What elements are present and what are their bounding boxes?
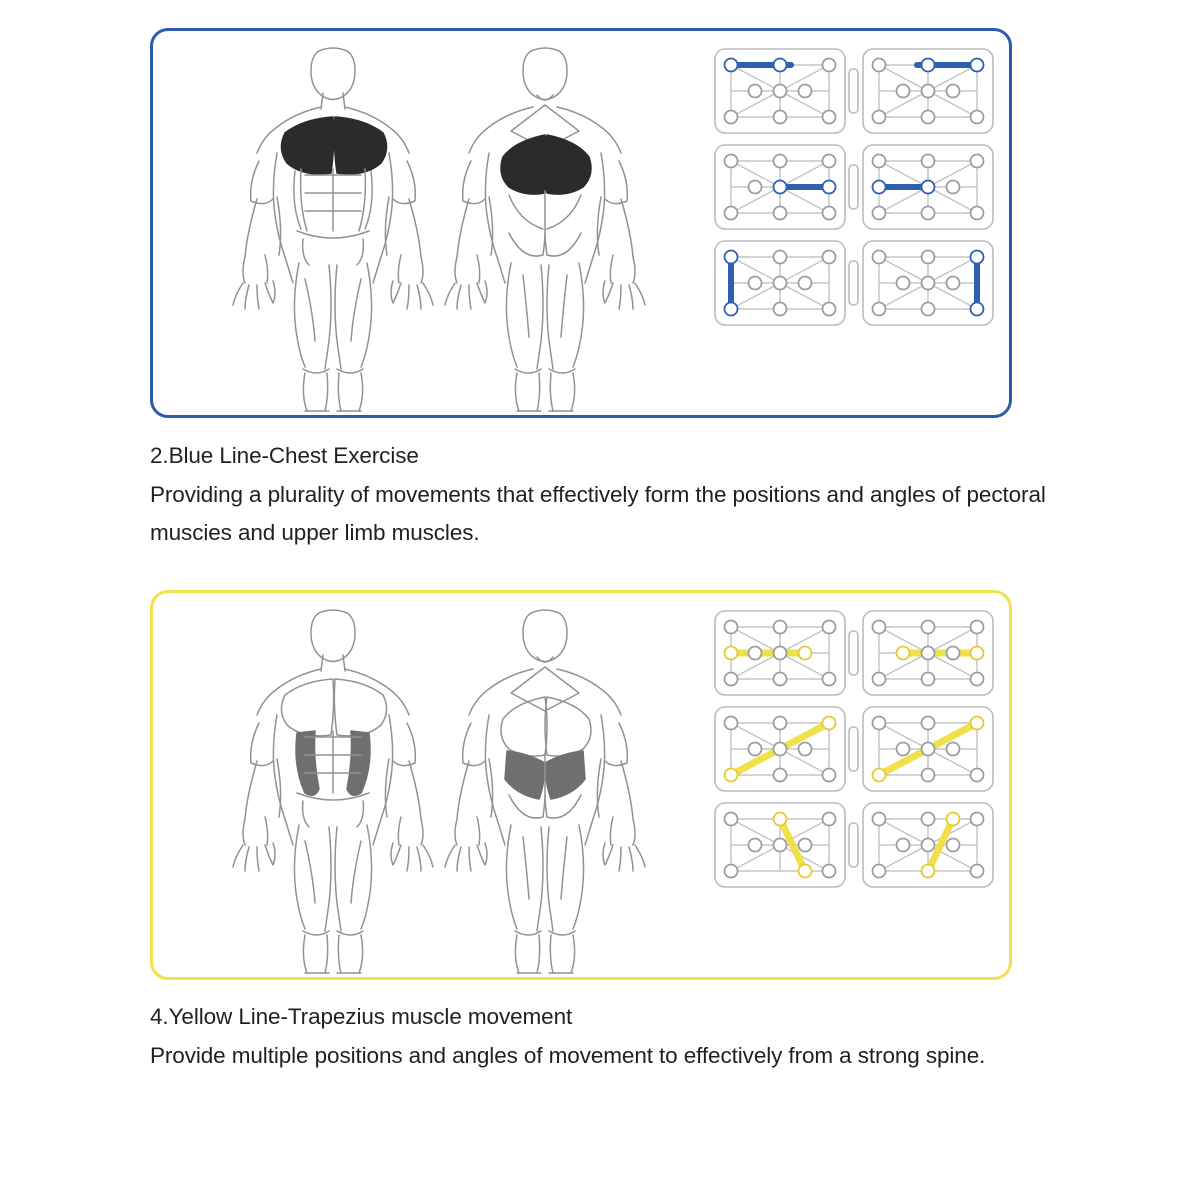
caption-blue-title: 2.Blue Line-Chest Exercise	[150, 443, 419, 468]
blue-boards-svg	[713, 45, 1003, 345]
blue-body-figures	[193, 39, 713, 414]
yellow-figures-svg	[193, 601, 713, 976]
back-body-muscle-diagram	[445, 48, 645, 411]
caption-blue	[150, 437, 1050, 553]
blue-pushup-board-grids	[713, 45, 1003, 345]
caption-yellow-body: Provide multiple positions and angles of movement to effectively from a strong spine.	[150, 1042, 986, 1068]
panel-blue	[150, 28, 1012, 418]
section-yellow-line-trapezius	[150, 590, 1012, 980]
yellow-boards-svg	[713, 607, 1003, 907]
blue-figures-svg	[193, 39, 713, 414]
yellow-pushup-board-grids	[713, 607, 1003, 907]
caption-yellow	[150, 998, 1050, 1075]
yellow-body-figures	[193, 601, 713, 976]
front-body-muscle-diagram	[233, 610, 433, 973]
front-body-muscle-diagram	[233, 48, 433, 411]
caption-yellow-title: 4.Yellow Line-Trapezius muscle movement	[150, 1004, 573, 1029]
caption-blue-body: Providing a plurality of movements that effectively form the positions and angles of pectoral muscies and upper limb muscles.	[150, 481, 1046, 546]
panel-yellow	[150, 590, 1012, 980]
section-blue-line-chest-exercise	[150, 28, 1012, 418]
back-body-muscle-diagram	[445, 610, 645, 973]
